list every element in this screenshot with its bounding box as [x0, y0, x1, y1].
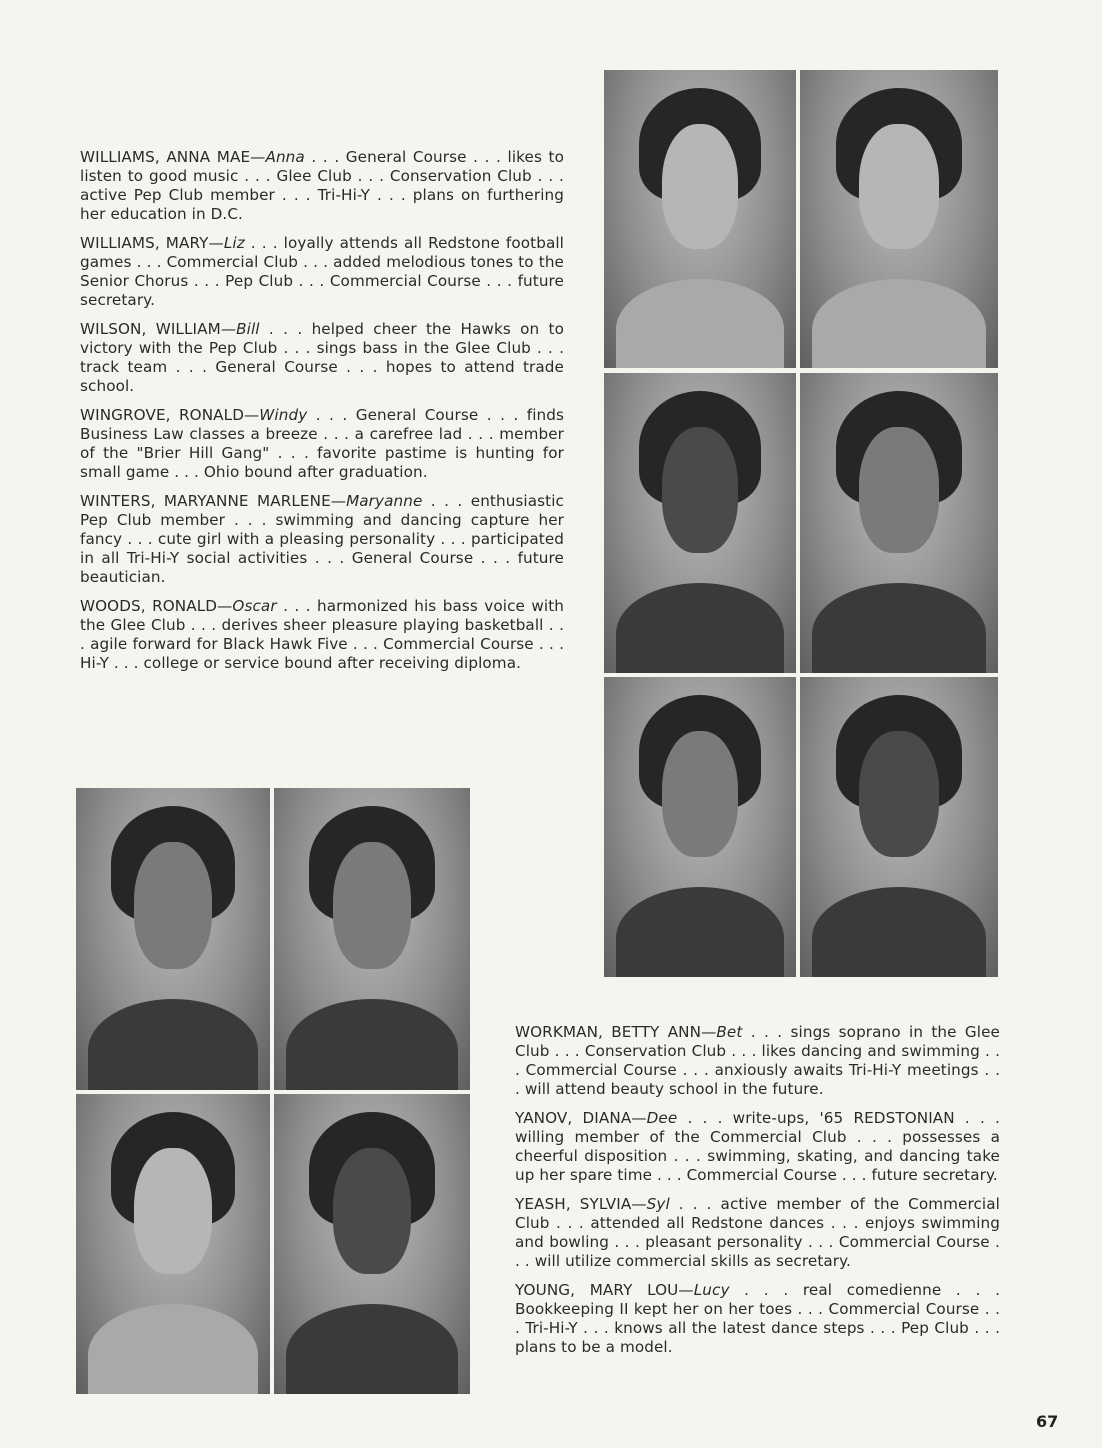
portrait-photo	[76, 788, 270, 1090]
entry-wilson-william	[80, 320, 564, 396]
entry-text: . . . helped cheer the Hawks on to victory with the Pep Club . . . sings bass in the Glee Club . . . track team . . . General Course . . . hopes to attend trade school.	[80, 320, 564, 395]
entry-williams-anna-mae	[80, 148, 564, 224]
entry-nickname: Bill	[236, 320, 260, 338]
entry-winters-maryanne	[80, 492, 564, 587]
entry-name: WINGROVE, RONALD—	[80, 406, 260, 424]
portrait-photo	[800, 70, 998, 368]
entry-name: WINTERS, MARYANNE MARLENE—	[80, 492, 347, 510]
entry-nickname: Oscar	[232, 597, 277, 615]
entry-text: . . . active member of the Commercial Club . . . attended all Redstone dances . . . enjoys swimming and bowling . . . pleasant personality . . . Commercial Course . . . will utilize commercial skills as secretary.	[515, 1195, 1000, 1270]
entry-text: . . . harmonized his bass voice with the Glee Club . . . derives sheer pleasure playing basketball . . . agile forward for Black Hawk Five . . . Commercial Course . . . Hi-Y . . . college or service bound after receiving diploma.	[80, 597, 564, 672]
entry-name: WILLIAMS, ANNA MAE—	[80, 148, 266, 166]
portrait-photo	[274, 788, 470, 1090]
entry-williams-mary	[80, 234, 564, 310]
entry-text: . . . enthusiastic Pep Club member . . . swimming and dancing capture her fancy . . . cute girl with a pleasing personality . . . participated in all Tri-Hi-Y social activities . . . General Course . . . future beautician.	[80, 492, 565, 586]
entry-nickname: Syl	[646, 1195, 670, 1213]
entry-text: . . . real comedienne . . . Bookkeeping II kept her on her toes . . . Commercial Course . . . Tri-Hi-Y . . . knows all the latest dance steps . . . Pep Club . . . plans to be a model.	[515, 1281, 1001, 1356]
portrait-photo	[604, 70, 796, 368]
entry-text: . . . sings soprano in the Glee Club . . . Conservation Club . . . likes dancing and swimming . . . Commercial Course . . . anxiously awaits Tri-Hi-Y meetings . . . will attend beauty school in the future.	[515, 1023, 1000, 1098]
entry-yanov-diana	[515, 1109, 1000, 1185]
entry-nickname: Lucy	[693, 1281, 730, 1299]
entry-name: YANOV, DIANA—	[515, 1109, 647, 1127]
entry-yeash-sylvia	[515, 1195, 1000, 1271]
entry-text: . . . General Course . . . likes to listen to good music . . . Glee Club . . . Conservation Club . . . active Pep Club member . . . Tri-Hi-Y . . . plans on furthering her education in D.C.	[80, 148, 564, 223]
entry-nickname: Dee	[646, 1109, 678, 1127]
entry-nickname: Windy	[259, 406, 308, 424]
entry-name: WILSON, WILLIAM—	[80, 320, 237, 338]
portrait-photo	[604, 677, 796, 977]
entry-nickname: Maryanne	[346, 492, 423, 510]
left-text-column	[80, 148, 564, 683]
entry-text: . . . write-ups, '65 REDSTONIAN . . . willing member of the Commercial Club . . . possesses a cheerful disposition . . . swimming, skating, and dancing take up her spare time . . . Commercial Course . . . future secretary.	[515, 1109, 1000, 1184]
entry-text: . . . loyally attends all Redstone football games . . . Commercial Club . . . added melodious tones to the Senior Chorus . . . Pep Club . . . Commercial Course . . . future secretary.	[80, 234, 564, 309]
entry-text: . . . General Course . . . finds Business Law classes a breeze . . . a carefree lad . . . member of the "Brier Hill Gang" . . . favorite pastime is hunting for small game . . . Ohio bound after graduation.	[80, 406, 564, 481]
entry-nickname: Bet	[716, 1023, 743, 1041]
portrait-photo	[604, 373, 796, 673]
entry-workman-betty-ann	[515, 1023, 1000, 1099]
entry-young-mary-lou	[515, 1281, 1000, 1357]
entry-name: YEASH, SYLVIA—	[515, 1195, 647, 1213]
entry-nickname: Anna	[265, 148, 305, 166]
portrait-photo	[800, 677, 998, 977]
page-number: 67	[1036, 1412, 1059, 1431]
portrait-photo	[76, 1094, 270, 1394]
entry-name: WILLIAMS, MARY—	[80, 234, 224, 252]
entry-name: WORKMAN, BETTY ANN—	[515, 1023, 717, 1041]
entry-woods-ronald	[80, 597, 564, 673]
entry-name: WOODS, RONALD—	[80, 597, 233, 615]
portrait-photo	[274, 1094, 470, 1394]
right-text-column	[515, 1023, 1000, 1367]
portrait-photo	[800, 373, 998, 673]
entry-nickname: Liz	[223, 234, 245, 252]
entry-wingrove-ronald	[80, 406, 564, 482]
entry-name: YOUNG, MARY LOU—	[515, 1281, 694, 1299]
